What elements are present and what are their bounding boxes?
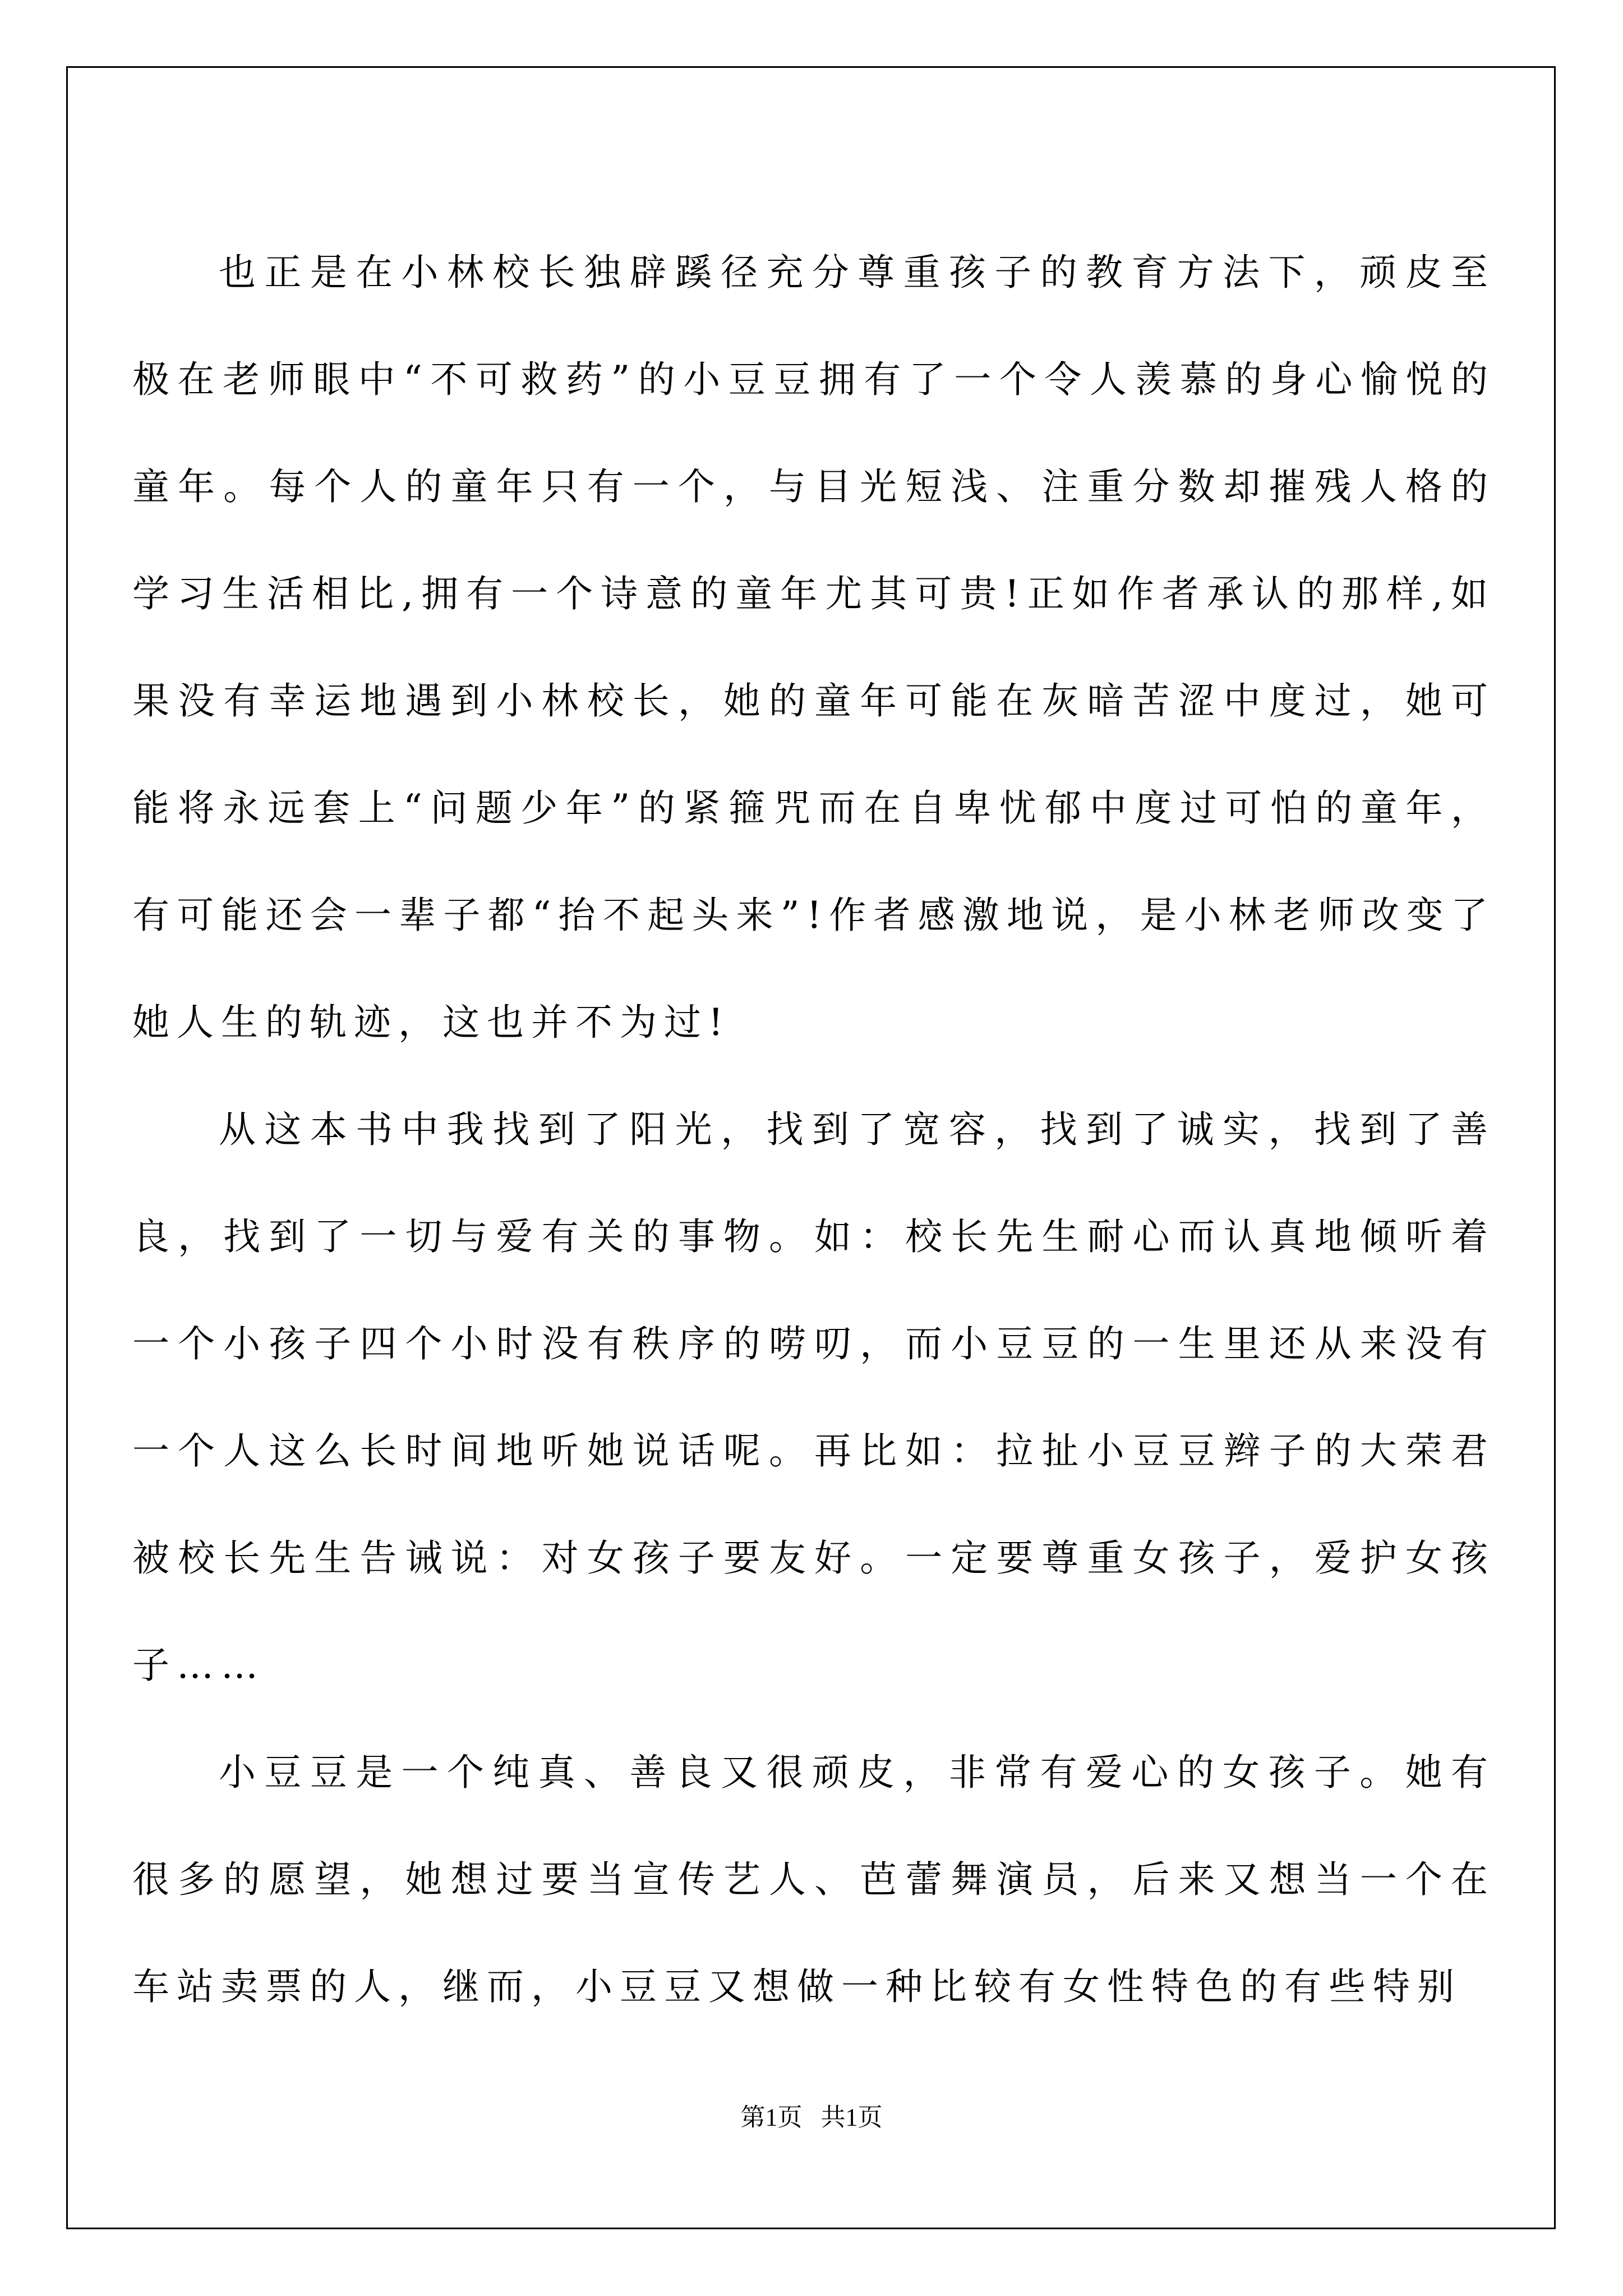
page-footer: 第1页 共1页 [740,2104,883,2131]
paragraph-1: 也正是在小林校长独辟蹊径充分尊重孩子的教育方法下，顽皮至极在老师眼中“不可救药”的小豆豆拥有了一个令人羡慕的身心愉悦的童年。每个人的童年只有一个，与目光短浅、注重分数却摧残人格的学习生活相比,拥有一个诗意的童年尤其可贵!正如作者承认的那样,如果没有幸运地遇到小林校长，她的童年可能在灰暗苦涩中度过，她可能将永远套上“问题少年”的紧箍咒而在自卑忧郁中度过可怕的童年，有可能还会一辈子都“抬不起头来”!作者感激地说，是小林老师改变了她人生的轨迹，这也并不为过! [132,251,1495,1044]
document-body [132,219,1495,2040]
paragraph-3: 小豆豆是一个纯真、善良又很顽皮，非常有爱心的女孩子。她有很多的愿望，她想过要当宣传艺人、芭蕾舞演员，后来又想当一个在车站卖票的人，继而，小豆豆又想做一种比较有女性特色的有些特别 [132,1751,1495,2008]
paragraph-2: 从这本书中我找到了阳光，找到了宽容，找到了诚实，找到了善良，找到了一切与爱有关的事物。如：校长先生耐心而认真地倾听着一个小孩子四个小时没有秩序的唠叨，而小豆豆的一生里还从来没有一个人这么长时间地听她说话呢。再比如：拉扯小豆豆辫子的大荣君被校长先生告诫说：对女孩子要友好。一定要尊重女孩子，爱护女孩子…… [132,1108,1495,1687]
